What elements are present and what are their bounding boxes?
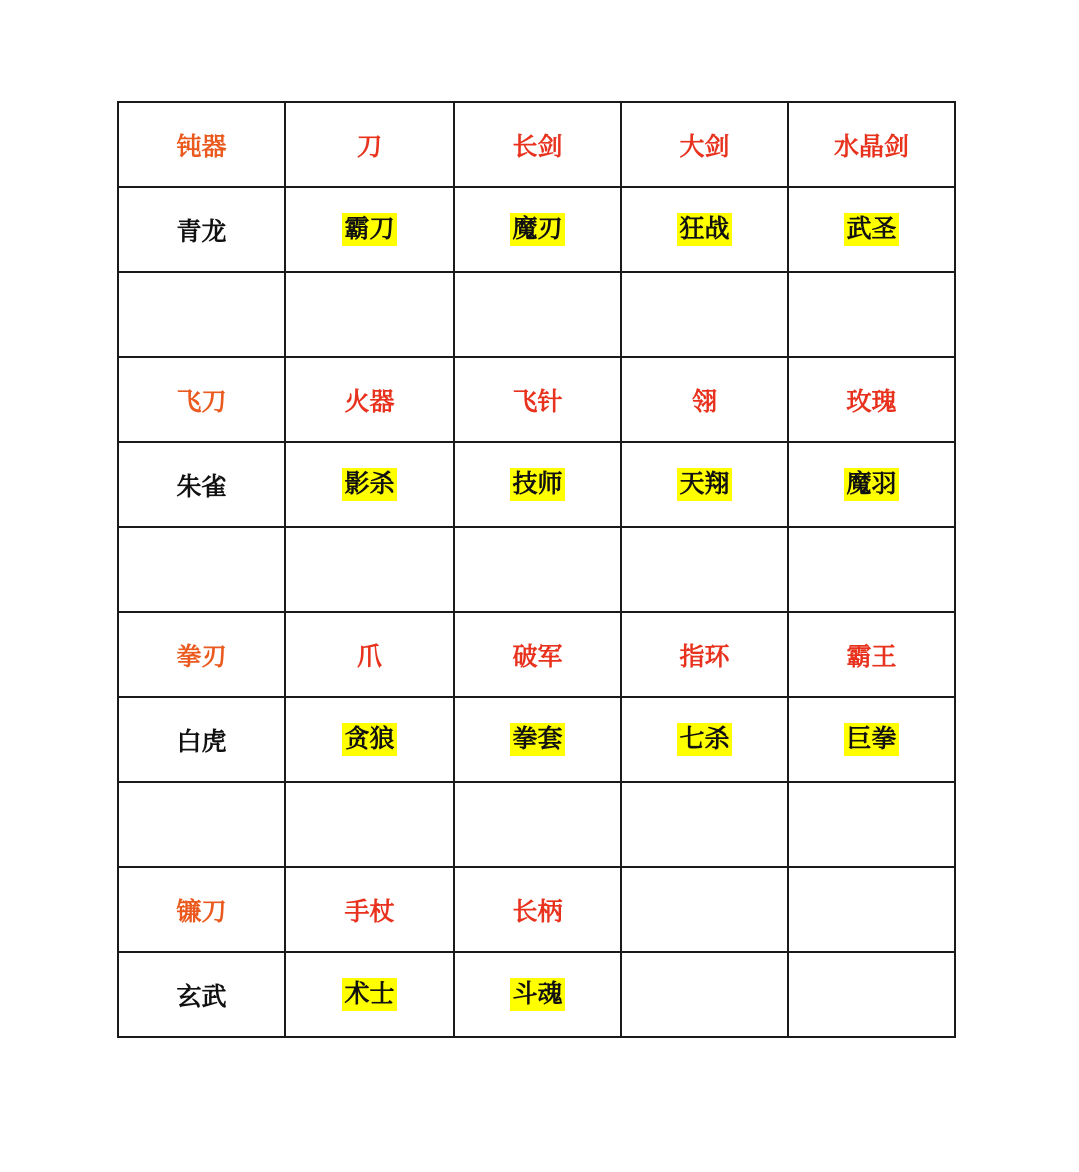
class-cell: [118, 697, 285, 782]
group-name: 白虎: [176, 726, 227, 756]
group-name: 玄武: [176, 981, 227, 1011]
weapon-name: 指环: [679, 641, 730, 671]
weapon-cell: [285, 612, 454, 697]
class-name-highlighted: 七杀: [677, 723, 731, 756]
class-cell: [788, 952, 955, 1037]
class-cell: [118, 442, 285, 527]
weapon-row: [118, 357, 955, 442]
weapon-name: 钝器: [176, 131, 227, 161]
weapon-name: 爪: [356, 641, 382, 671]
weapon-name: 刀: [356, 131, 382, 161]
blank-cell: [454, 272, 621, 357]
class-cell: [118, 952, 285, 1037]
class-name-highlighted: 魔羽: [844, 468, 898, 501]
blank-cell: [118, 782, 285, 867]
class-row: [118, 952, 955, 1037]
weapon-name: 翎: [691, 386, 717, 416]
blank-cell: [118, 272, 285, 357]
weapon-name: 镰刀: [176, 896, 227, 926]
weapon-name: 破军: [512, 641, 563, 671]
class-name-highlighted: 天翔: [677, 468, 731, 501]
weapon-row: [118, 612, 955, 697]
blank-cell: [454, 782, 621, 867]
class-name-highlighted: 狂战: [677, 213, 731, 246]
weapon-cell: [118, 357, 285, 442]
blank-row: [118, 527, 955, 612]
weapon-name: 飞刀: [176, 386, 227, 416]
class-name-highlighted: 贪狼: [342, 723, 396, 756]
weapon-cell: [454, 867, 621, 952]
weapon-name: 飞针: [512, 386, 563, 416]
weapon-cell: [788, 102, 955, 187]
weapon-cell: [621, 867, 788, 952]
class-cell: [118, 187, 285, 272]
blank-cell: [788, 782, 955, 867]
class-name-highlighted: 魔刃: [510, 213, 564, 246]
weapon-cell: [118, 867, 285, 952]
class-cell: [454, 442, 621, 527]
class-row: [118, 697, 955, 782]
class-cell: [285, 952, 454, 1037]
blank-cell: [621, 782, 788, 867]
class-name-highlighted: 斗魂: [510, 978, 564, 1011]
weapon-name: 水晶剑: [833, 131, 909, 161]
blank-cell: [454, 527, 621, 612]
blank-row: [118, 782, 955, 867]
weapon-name: 拳刃: [176, 641, 227, 671]
class-cell: [621, 952, 788, 1037]
class-cell: [621, 442, 788, 527]
class-cell: [285, 187, 454, 272]
class-cell: [788, 442, 955, 527]
weapon-class-table: [117, 101, 956, 1038]
weapon-cell: [788, 612, 955, 697]
class-name-highlighted: 武圣: [844, 213, 898, 246]
weapon-name: 玫瑰: [846, 386, 897, 416]
weapon-cell: [454, 357, 621, 442]
blank-cell: [788, 272, 955, 357]
class-cell: [788, 187, 955, 272]
weapon-cell: [118, 102, 285, 187]
weapon-cell: [118, 612, 285, 697]
class-name-highlighted: 影杀: [342, 468, 396, 501]
blank-cell: [788, 527, 955, 612]
group-name: 朱雀: [176, 471, 227, 501]
class-name-highlighted: 巨拳: [844, 723, 898, 756]
weapon-name: 长柄: [512, 896, 563, 926]
blank-row: [118, 272, 955, 357]
weapon-cell: [454, 612, 621, 697]
blank-cell: [621, 272, 788, 357]
weapon-cell: [285, 357, 454, 442]
class-cell: [454, 697, 621, 782]
weapon-name: 霸王: [846, 641, 897, 671]
weapon-cell: [621, 102, 788, 187]
weapon-cell: [454, 102, 621, 187]
weapon-cell: [285, 102, 454, 187]
weapon-cell: [621, 612, 788, 697]
weapon-row: [118, 867, 955, 952]
class-cell: [621, 697, 788, 782]
class-name-highlighted: 拳套: [510, 723, 564, 756]
weapon-cell: [788, 357, 955, 442]
class-cell: [285, 697, 454, 782]
class-cell: [454, 952, 621, 1037]
class-row: [118, 187, 955, 272]
weapon-cell: [285, 867, 454, 952]
weapon-name: 大剑: [679, 131, 730, 161]
class-name-highlighted: 技师: [510, 468, 564, 501]
weapon-name: 长剑: [512, 131, 563, 161]
class-cell: [454, 187, 621, 272]
blank-cell: [285, 272, 454, 357]
weapon-row: [118, 102, 955, 187]
class-name-highlighted: 术士: [342, 978, 396, 1011]
blank-cell: [118, 527, 285, 612]
blank-cell: [621, 527, 788, 612]
group-name: 青龙: [176, 216, 227, 246]
class-cell: [621, 187, 788, 272]
weapon-name: 火器: [344, 386, 395, 416]
class-name-highlighted: 霸刀: [342, 213, 396, 246]
blank-cell: [285, 527, 454, 612]
blank-cell: [285, 782, 454, 867]
class-cell: [285, 442, 454, 527]
weapon-name: 手杖: [344, 896, 395, 926]
class-cell: [788, 697, 955, 782]
weapon-cell: [621, 357, 788, 442]
weapon-cell: [788, 867, 955, 952]
class-row: [118, 442, 955, 527]
